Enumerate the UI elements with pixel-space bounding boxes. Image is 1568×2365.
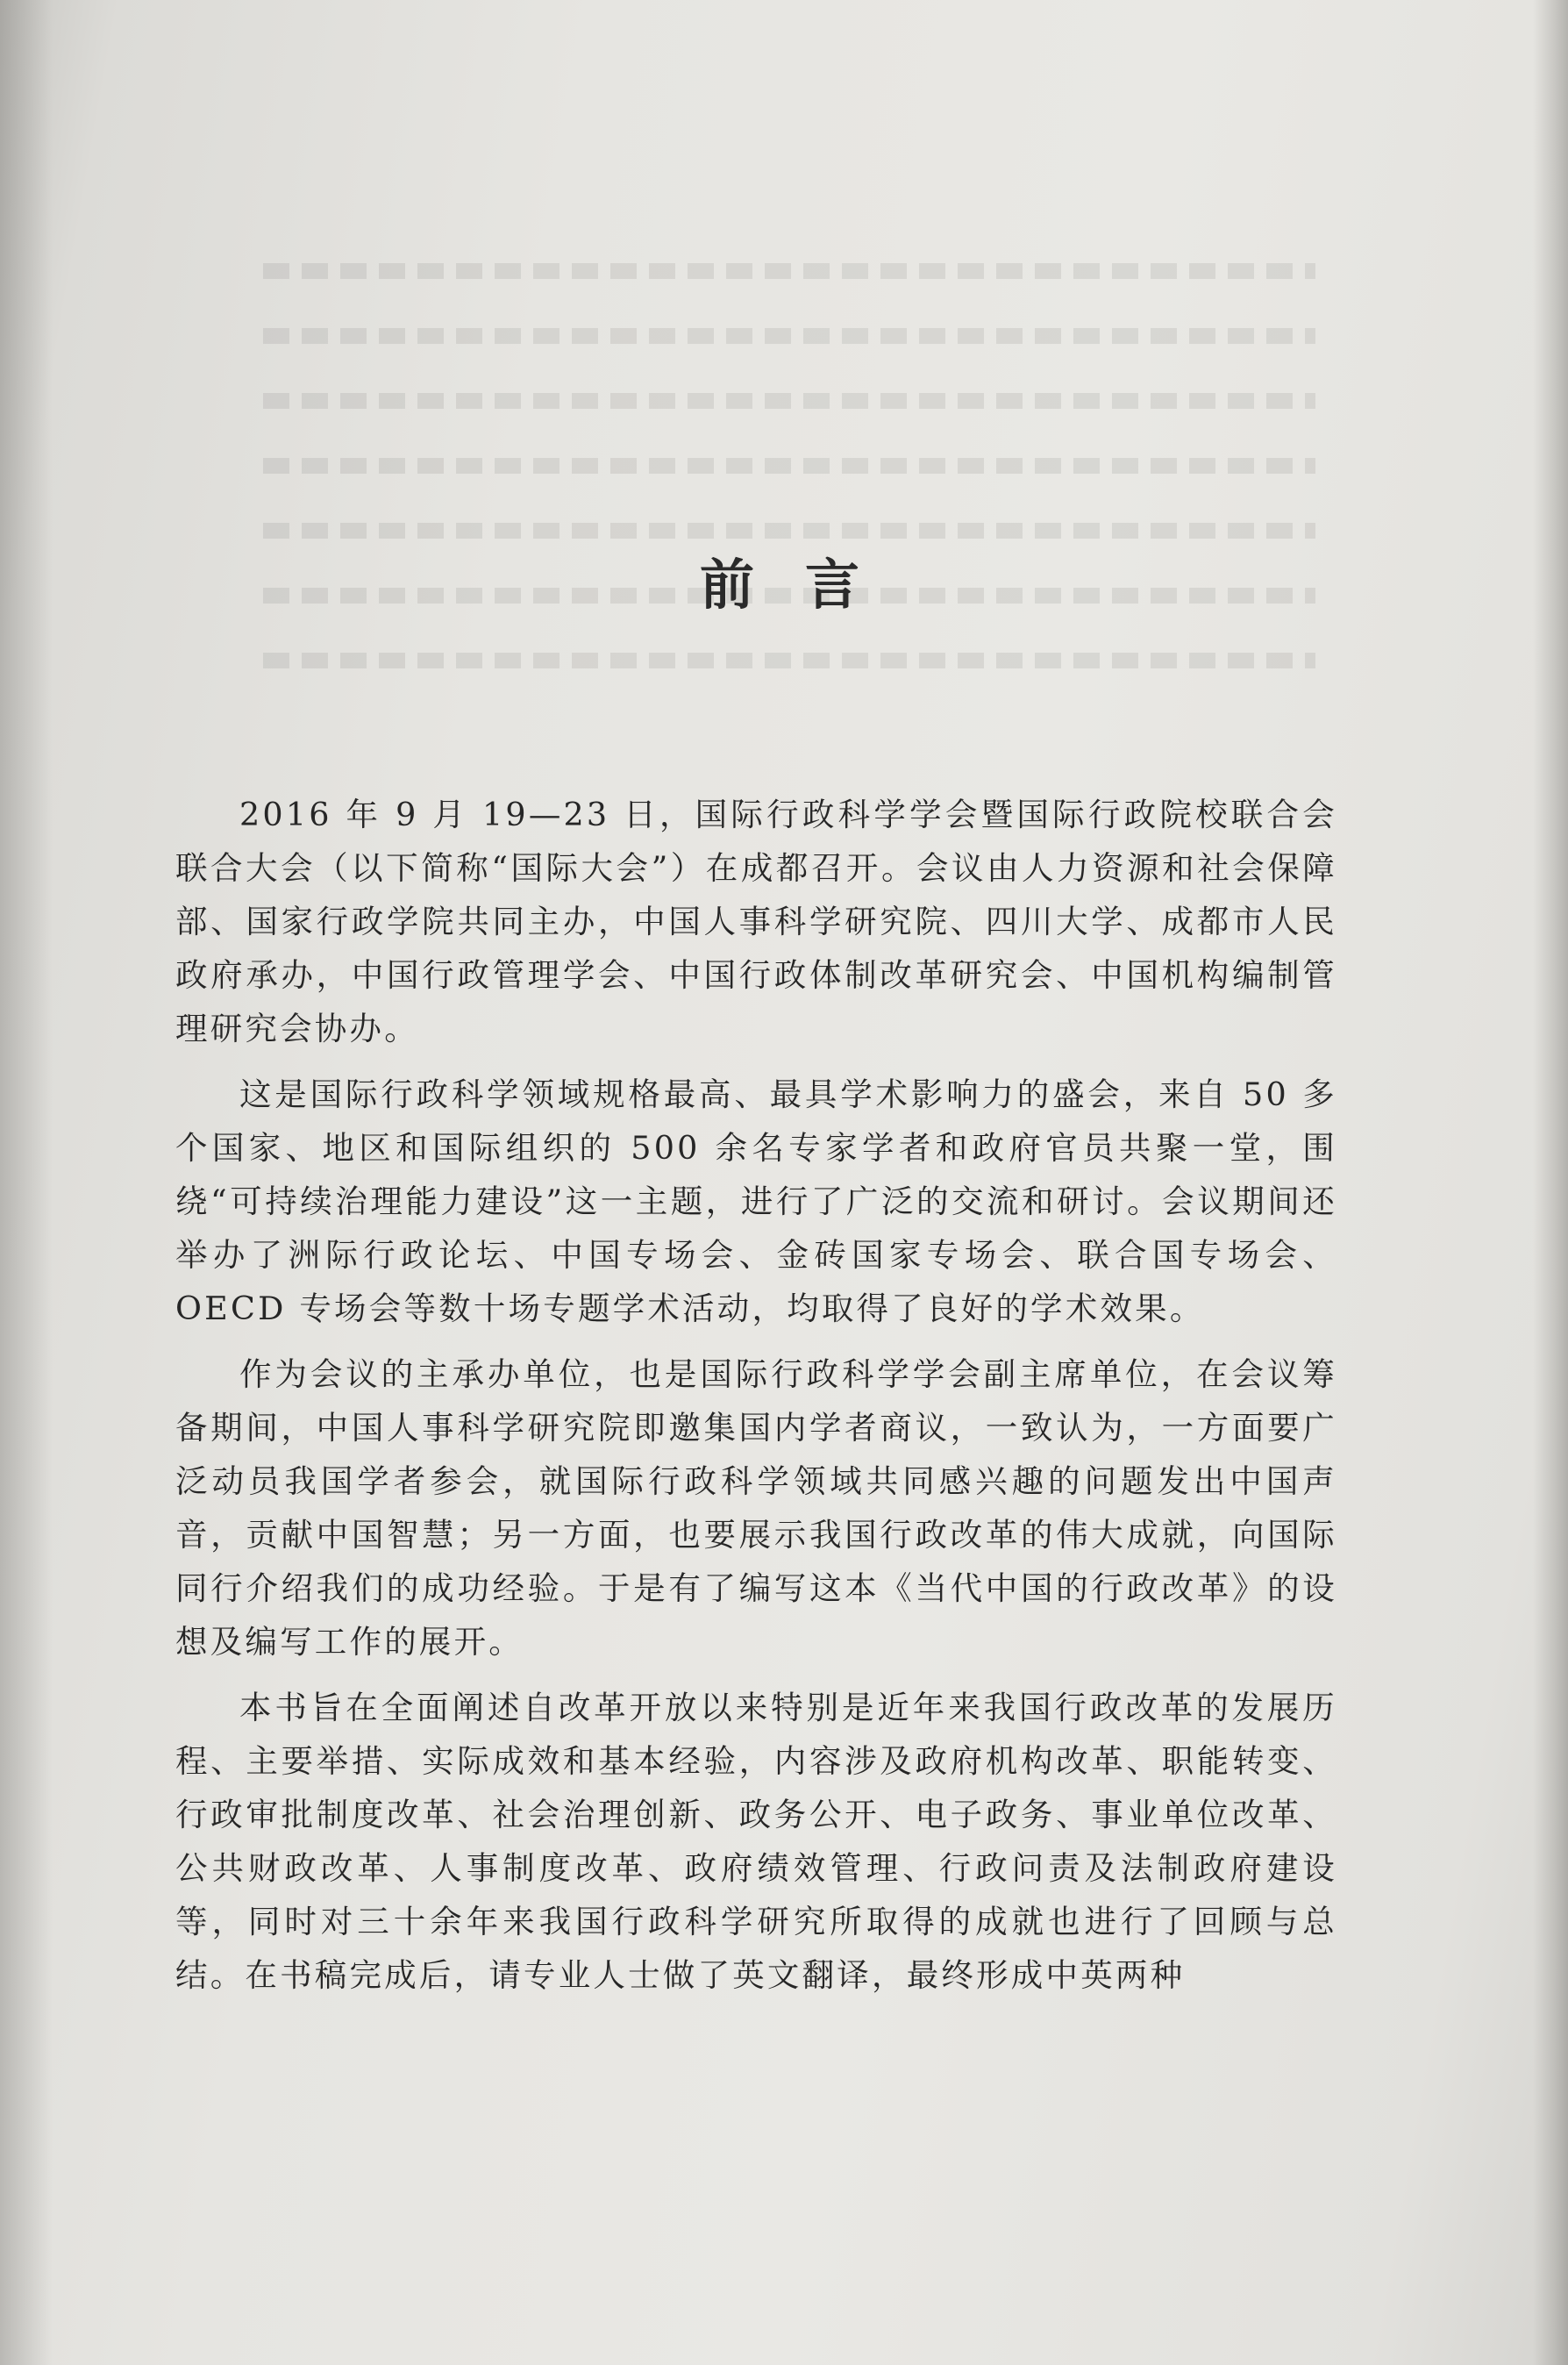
preface-body [175,788,1337,2014]
page-edge-shadow [1533,0,1568,2365]
page-title: 前言 [699,552,910,617]
paragraph-4: 本书旨在全面阐述自改革开放以来特别是近年来我国行政改革的发展历程、主要举措、实际成效和基本经验，内容涉及政府机构改革、职能转变、行政审批制度改革、社会治理创新、政务公开、电子政务、事业单位改革、公共财政改革、人事制度改革、政府绩效管理、行政问责及法制政府建设等，同时对三十余年来我国行政科学研究所取得的成就也进行了回顾与总结。在书稿完成后，请专业人士做了英文翻译，最终形成中英两种 [175,1689,1337,1994]
page-gutter-shadow [0,0,53,2365]
paragraph-1: 2016 年 9 月 19—23 日，国际行政科学学会暨国际行政院校联合会联合大会（以下简称“国际大会”）在成都召开。会议由人力资源和社会保障部、国家行政学院共同主办，中国人事科学研究院、四川大学、成都市人民政府承办，中国行政管理学会、中国行政体制改革研究会、中国机构编制管理研究会协办。 [175,796,1337,1047]
reverse-page-bleed-through [263,263,1315,754]
paragraph-2: 这是国际行政科学领域规格最高、最具学术影响力的盛会，来自 50 多个国家、地区和国际组织的 500 余名专家学者和政府官员共聚一堂，围绕“可持续治理能力建设”这一主题，进行了广泛的交流和研讨。会议期间还举办了洲际行政论坛、中国专场会、金砖国家专场会、联合国专场会、OECD 专场会等数十场专题学术活动，均取得了良好的学术效果。 [175,1075,1337,1327]
paragraph-3: 作为会议的主承办单位，也是国际行政科学学会副主席单位，在会议筹备期间，中国人事科学研究院即邀集国内学者商议，一致认为，一方面要广泛动员我国学者参会，就国际行政科学领域共同感兴趣的问题发出中国声音，贡献中国智慧；另一方面，也要展示我国行政改革的伟大成就，向国际同行介绍我们的成功经验。于是有了编写这本《当代中国的行政改革》的设想及编写工作的展开。 [175,1355,1337,1661]
